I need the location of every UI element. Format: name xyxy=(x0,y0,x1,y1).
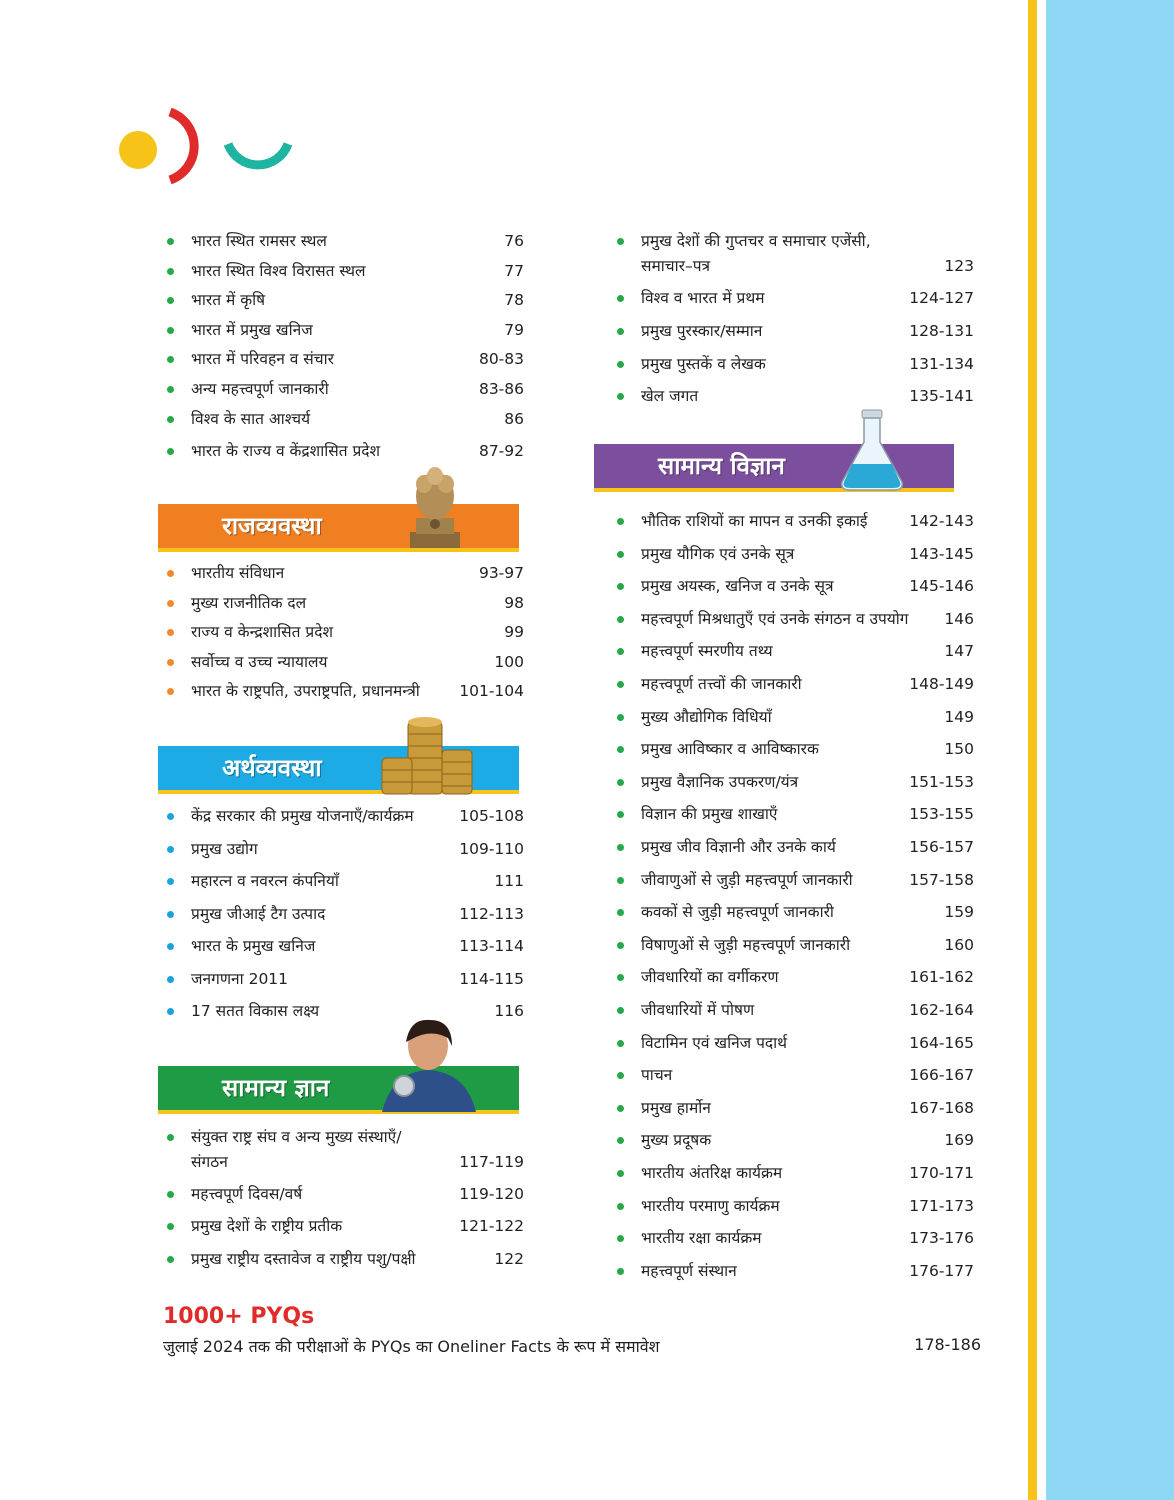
toc-entry-title: मुख्य औद्योगिक विधियाँ xyxy=(641,708,772,726)
bullet-icon xyxy=(167,356,174,363)
toc-entry[interactable] xyxy=(159,839,524,861)
toc-entry-page: 153-155 xyxy=(909,805,974,823)
toc-entry-page: 170-171 xyxy=(909,1164,974,1182)
toc-entry-title: भौतिक राशियों का मापन व उनकी इकाई xyxy=(641,512,868,530)
toc-entry[interactable] xyxy=(159,320,524,342)
bullet-icon xyxy=(617,909,624,916)
toc-entry-title: विश्व व भारत में प्रथम xyxy=(641,289,765,307)
toc-entry[interactable] xyxy=(609,354,974,376)
toc-entry[interactable] xyxy=(159,806,524,828)
toc-entry-page: 142-143 xyxy=(909,512,974,530)
toc-entry-title: मुख्य प्रदूषक xyxy=(641,1131,712,1149)
toc-entry-page: 119-120 xyxy=(459,1185,524,1203)
toc-entry[interactable] xyxy=(609,772,974,794)
toc-entry[interactable] xyxy=(609,641,974,663)
toc-entry[interactable] xyxy=(159,904,524,926)
decorative-logo-icon xyxy=(110,100,300,192)
toc-entry-page: 146 xyxy=(944,610,974,628)
toc-entry-page: 173-176 xyxy=(909,1229,974,1247)
bullet-icon xyxy=(617,811,624,818)
toc-entry[interactable] xyxy=(159,349,524,371)
pyq-title: 1000+ PYQs xyxy=(163,1304,315,1329)
bullet-icon xyxy=(167,878,174,885)
toc-entry-page: 149 xyxy=(944,708,974,726)
toc-entry-page: 128-131 xyxy=(909,322,974,340)
toc-entry[interactable] xyxy=(609,1130,974,1152)
toc-entry-page: 78 xyxy=(504,291,524,309)
bullet-icon xyxy=(617,616,624,623)
toc-entry[interactable] xyxy=(609,902,974,924)
toc-entry-page: 176-177 xyxy=(909,1262,974,1280)
bullet-icon xyxy=(617,779,624,786)
bullet-icon xyxy=(617,295,624,302)
bullet-icon xyxy=(167,570,174,577)
bullet-icon xyxy=(167,688,174,695)
toc-entry-page: 77 xyxy=(504,262,524,280)
toc-entry[interactable] xyxy=(159,1249,524,1271)
toc-entry[interactable] xyxy=(159,969,524,991)
section-title-gk: सामान्य ज्ञान xyxy=(222,1074,330,1102)
lab-flask-icon xyxy=(836,408,908,492)
bullet-icon xyxy=(617,877,624,884)
toc-entry[interactable] xyxy=(159,409,524,431)
toc-entry-page: 80-83 xyxy=(478,350,524,368)
toc-entry-title: विषाणुओं से जुड़ी महत्त्वपूर्ण जानकारी xyxy=(641,936,851,954)
toc-entry-page: 116 xyxy=(494,1002,524,1020)
bullet-icon xyxy=(167,448,174,455)
bullet-icon xyxy=(167,327,174,334)
toc-entry-title: विश्व के सात आश्चर्य xyxy=(191,410,311,428)
toc-entry-page: 123 xyxy=(944,257,974,275)
toc-entry-title: महत्त्वपूर्ण दिवस/वर्ष xyxy=(191,1185,303,1203)
bullet-icon xyxy=(617,974,624,981)
bullet-icon xyxy=(617,844,624,851)
toc-entry-title: प्रमुख राष्ट्रीय दस्तावेज व राष्ट्रीय पशु/पक्षी xyxy=(191,1250,416,1268)
toc-entry-page: 79 xyxy=(504,321,524,339)
toc-entry-page: 164-165 xyxy=(909,1034,974,1052)
toc-entry[interactable] xyxy=(609,935,974,957)
toc-entry[interactable] xyxy=(609,1163,974,1185)
toc-entry-title-continued: समाचार–पत्र xyxy=(641,257,711,275)
bullet-icon xyxy=(167,1008,174,1015)
toc-entry[interactable] xyxy=(609,1098,974,1120)
toc-entry-page: 99 xyxy=(504,623,524,641)
bullet-icon xyxy=(617,648,624,655)
toc-entry-title: भारत में प्रमुख खनिज xyxy=(191,321,313,339)
toc-entry-page: 167-168 xyxy=(909,1099,974,1117)
bullet-icon xyxy=(617,583,624,590)
page-edge-blue-stripe xyxy=(1046,0,1174,1500)
bullet-icon xyxy=(617,1170,624,1177)
bullet-icon xyxy=(167,813,174,820)
bullet-icon xyxy=(617,1203,624,1210)
toc-entry[interactable] xyxy=(159,231,524,253)
bullet-icon xyxy=(617,1007,624,1014)
toc-entry-page: 143-145 xyxy=(909,545,974,563)
toc-entry-page: 117-119 xyxy=(459,1153,524,1171)
toc-entry-page: 112-113 xyxy=(459,905,524,923)
bullet-icon xyxy=(617,1040,624,1047)
bullet-icon xyxy=(617,1235,624,1242)
toc-entry[interactable] xyxy=(609,321,974,343)
toc-entry[interactable] xyxy=(609,609,974,631)
toc-entry-page: 111 xyxy=(494,872,524,890)
toc-entry-title: प्रमुख वैज्ञानिक उपकरण/यंत्र xyxy=(641,773,799,791)
toc-entry-title: खेल जगत xyxy=(641,387,699,405)
toc-entry[interactable] xyxy=(609,576,974,598)
bullet-icon xyxy=(617,1137,624,1144)
toc-entry[interactable] xyxy=(609,707,974,729)
toc-entry[interactable] xyxy=(159,593,524,615)
bullet-icon xyxy=(617,393,624,400)
toc-entry-page: 148-149 xyxy=(909,675,974,693)
ashoka-emblem-icon xyxy=(404,462,466,550)
toc-entry-page: 114-115 xyxy=(459,970,524,988)
toc-entry-page: 87-92 xyxy=(478,442,524,460)
toc-entry-page: 157-158 xyxy=(909,871,974,889)
bullet-icon xyxy=(167,943,174,950)
athlete-photo-icon xyxy=(372,1012,484,1112)
toc-entry-title: प्रमुख देशों के राष्ट्रीय प्रतीक xyxy=(191,1217,343,1235)
toc-entry[interactable] xyxy=(609,1196,974,1218)
toc-entry-page: 171-173 xyxy=(909,1197,974,1215)
toc-entry-page: 159 xyxy=(944,903,974,921)
toc-entry-title: जीवाणुओं से जुड़ी महत्त्वपूर्ण जानकारी xyxy=(641,871,853,889)
toc-entry-title: राज्य व केन्द्रशासित प्रदेश xyxy=(191,623,334,641)
toc-entry-page: 109-110 xyxy=(459,840,524,858)
toc-entry-page: 83-86 xyxy=(478,380,524,398)
toc-entry[interactable] xyxy=(609,804,974,826)
toc-entry-page: 160 xyxy=(944,936,974,954)
toc-entry[interactable] xyxy=(159,563,524,585)
toc-entry[interactable] xyxy=(609,544,974,566)
toc-entry[interactable] xyxy=(609,674,974,696)
section-title-economy: अर्थव्यवस्था xyxy=(222,754,322,782)
bullet-icon xyxy=(167,386,174,393)
toc-entry-page: 124-127 xyxy=(909,289,974,307)
bullet-icon xyxy=(617,942,624,949)
toc-entry-page: 113-114 xyxy=(459,937,524,955)
bullet-icon xyxy=(167,268,174,275)
toc-entry[interactable] xyxy=(609,386,974,408)
toc-entry-page: 86 xyxy=(504,410,524,428)
bullet-icon xyxy=(167,629,174,636)
toc-entry[interactable] xyxy=(609,231,974,276)
toc-entry-page: 151-153 xyxy=(909,773,974,791)
toc-entry-title: प्रमुख पुरस्कार/सम्मान xyxy=(641,322,763,340)
toc-entry[interactable] xyxy=(159,1216,524,1238)
bullet-icon xyxy=(167,1256,174,1263)
coin-stack-icon xyxy=(378,714,478,796)
toc-entry-page: 76 xyxy=(504,232,524,250)
bullet-icon xyxy=(167,1223,174,1230)
toc-entry-page: 101-104 xyxy=(459,682,524,700)
toc-entry-title: प्रमुख हार्मोन xyxy=(641,1099,711,1117)
bullet-icon xyxy=(167,911,174,918)
toc-entry-title: 17 सतत विकास लक्ष्य xyxy=(191,1002,320,1020)
toc-entry-page: 121-122 xyxy=(459,1217,524,1235)
toc-entry-title: महत्त्वपूर्ण मिश्रधातुएँ एवं उनके संगठन व उपयोग xyxy=(641,610,909,628)
toc-entry[interactable] xyxy=(159,290,524,312)
toc-entry[interactable] xyxy=(159,681,524,703)
toc-entry[interactable] xyxy=(609,1033,974,1055)
toc-entry-title: विज्ञान की प्रमुख शाखाएँ xyxy=(641,805,778,823)
bullet-icon xyxy=(617,328,624,335)
pyq-description: जुलाई 2024 तक की परीक्षाओं के PYQs का Oneliner Facts के रूप में समावेश xyxy=(163,1337,660,1356)
toc-entry-title: प्रमुख उद्योग xyxy=(191,840,258,858)
bullet-icon xyxy=(617,518,624,525)
toc-entry-title: भारत स्थित रामसर स्थल xyxy=(191,232,327,250)
toc-entry[interactable] xyxy=(609,837,974,859)
toc-entry[interactable] xyxy=(609,870,974,892)
toc-entry-page: 105-108 xyxy=(459,807,524,825)
toc-entry[interactable] xyxy=(609,739,974,761)
toc-entry[interactable] xyxy=(159,441,524,463)
toc-entry-title: भारतीय संविधान xyxy=(191,564,285,582)
bullet-icon xyxy=(617,238,624,245)
section-title-science: सामान्य विज्ञान xyxy=(658,452,785,480)
toc-entry-title: भारत में कृषि xyxy=(191,291,266,309)
toc-entry[interactable] xyxy=(609,1000,974,1022)
toc-entry-title: भारत के प्रमुख खनिज xyxy=(191,937,316,955)
bullet-icon xyxy=(167,600,174,607)
toc-entry-page: 135-141 xyxy=(909,387,974,405)
toc-entry-title: जीवधारियों का वर्गीकरण xyxy=(641,968,779,986)
bullet-icon xyxy=(617,1072,624,1079)
bullet-icon xyxy=(167,659,174,666)
toc-entry-title: अन्य महत्त्वपूर्ण जानकारी xyxy=(191,380,329,398)
toc-entry-title: मुख्य राजनीतिक दल xyxy=(191,594,307,612)
toc-entry-title: महत्त्वपूर्ण तत्त्वों की जानकारी xyxy=(641,675,802,693)
toc-entry-title: प्रमुख आविष्कार व आविष्कारक xyxy=(641,740,819,758)
toc-entry-title: महत्त्वपूर्ण संस्थान xyxy=(641,1262,737,1280)
toc-entry-page: 93-97 xyxy=(478,564,524,582)
bullet-icon xyxy=(167,1191,174,1198)
toc-entry-title: भारत में परिवहन व संचार xyxy=(191,350,334,368)
bullet-icon xyxy=(617,746,624,753)
toc-entry-page: 131-134 xyxy=(909,355,974,373)
toc-entry-title: केंद्र सरकार की प्रमुख योजनाएँ/कार्यक्रम xyxy=(191,807,414,825)
bullet-icon xyxy=(167,1134,174,1141)
page-edge-yellow-stripe xyxy=(1028,0,1037,1500)
bullet-icon xyxy=(167,416,174,423)
bullet-icon xyxy=(167,297,174,304)
toc-entry-title-continued: संगठन xyxy=(191,1153,228,1171)
toc-entry-page: 150 xyxy=(944,740,974,758)
toc-entry-page: 122 xyxy=(494,1250,524,1268)
bullet-icon xyxy=(617,361,624,368)
toc-entry[interactable] xyxy=(609,1261,974,1283)
toc-entry-page: 145-146 xyxy=(909,577,974,595)
pyq-page-range: 178-186 xyxy=(914,1335,981,1354)
toc-entry-page: 166-167 xyxy=(909,1066,974,1084)
toc-entry-page: 169 xyxy=(944,1131,974,1149)
toc-entry[interactable] xyxy=(159,871,524,893)
toc-entry-title: प्रमुख पुस्तकें व लेखक xyxy=(641,355,766,373)
toc-entry-title: प्रमुख जीआई टैग उत्पाद xyxy=(191,905,326,923)
toc-entry[interactable] xyxy=(159,1127,524,1172)
toc-entry-title: जीवधारियों में पोषण xyxy=(641,1001,755,1019)
toc-entry-title: विटामिन एवं खनिज पदार्थ xyxy=(641,1034,788,1052)
toc-entry[interactable] xyxy=(159,379,524,401)
toc-entry[interactable] xyxy=(159,1184,524,1206)
bullet-icon xyxy=(167,846,174,853)
toc-entry-page: 147 xyxy=(944,642,974,660)
toc-entry-title: भारतीय परमाणु कार्यक्रम xyxy=(641,1197,780,1215)
toc-entry-title: महत्त्वपूर्ण स्मरणीय तथ्य xyxy=(641,642,773,660)
toc-entry-page: 161-162 xyxy=(909,968,974,986)
toc-entry-title: महारत्न व नवरत्न कंपनियाँ xyxy=(191,872,339,890)
toc-entry-title: कवकों से जुड़ी महत्त्वपूर्ण जानकारी xyxy=(641,903,834,921)
toc-entry-title: भारत के राज्य व केंद्रशासित प्रदेश xyxy=(191,442,381,460)
toc-entry[interactable] xyxy=(159,622,524,644)
toc-entry-title: प्रमुख यौगिक एवं उनके सूत्र xyxy=(641,545,795,563)
toc-entry-title: भारत स्थित विश्व विरासत स्थल xyxy=(191,262,366,280)
toc-entry-title: सर्वोच्च व उच्च न्यायालय xyxy=(191,653,328,671)
bullet-icon xyxy=(167,238,174,245)
toc-entry-title: भारत के राष्ट्रपति, उपराष्ट्रपति, प्रधानमन्त्री xyxy=(191,682,420,700)
toc-entry-title: पाचन xyxy=(641,1066,673,1084)
bullet-icon xyxy=(617,714,624,721)
toc-entry-page: 98 xyxy=(504,594,524,612)
toc-entry[interactable] xyxy=(609,288,974,310)
toc-entry[interactable] xyxy=(159,936,524,958)
section-title-polity: राजव्यवस्था xyxy=(222,512,322,540)
toc-entry-title: प्रमुख जीव विज्ञानी और उनके कार्य xyxy=(641,838,836,856)
toc-entry-page: 156-157 xyxy=(909,838,974,856)
toc-entry-title: प्रमुख अयस्क, खनिज व उनके सूत्र xyxy=(641,577,834,595)
toc-entry-title: प्रमुख देशों की गुप्तचर व समाचार एजेंसी, xyxy=(641,232,871,250)
bullet-icon xyxy=(617,551,624,558)
bullet-icon xyxy=(167,976,174,983)
toc-entry[interactable] xyxy=(609,1228,974,1250)
toc-entry-page: 162-164 xyxy=(909,1001,974,1019)
toc-entry-title: भारतीय रक्षा कार्यक्रम xyxy=(641,1229,762,1247)
toc-entry-title: संयुक्त राष्ट्र संघ व अन्य मुख्य संस्थाएँ/ xyxy=(191,1128,402,1146)
bullet-icon xyxy=(617,1268,624,1275)
toc-entry-page: 100 xyxy=(494,653,524,671)
toc-entry[interactable] xyxy=(609,967,974,989)
toc-entry[interactable] xyxy=(159,652,524,674)
toc-entry-title: जनगणना 2011 xyxy=(191,970,289,988)
bullet-icon xyxy=(617,1105,624,1112)
toc-entry[interactable] xyxy=(609,511,974,533)
toc-entry[interactable] xyxy=(159,261,524,283)
toc-entry-title: भारतीय अंतरिक्ष कार्यक्रम xyxy=(641,1164,783,1182)
bullet-icon xyxy=(617,681,624,688)
toc-entry[interactable] xyxy=(609,1065,974,1087)
